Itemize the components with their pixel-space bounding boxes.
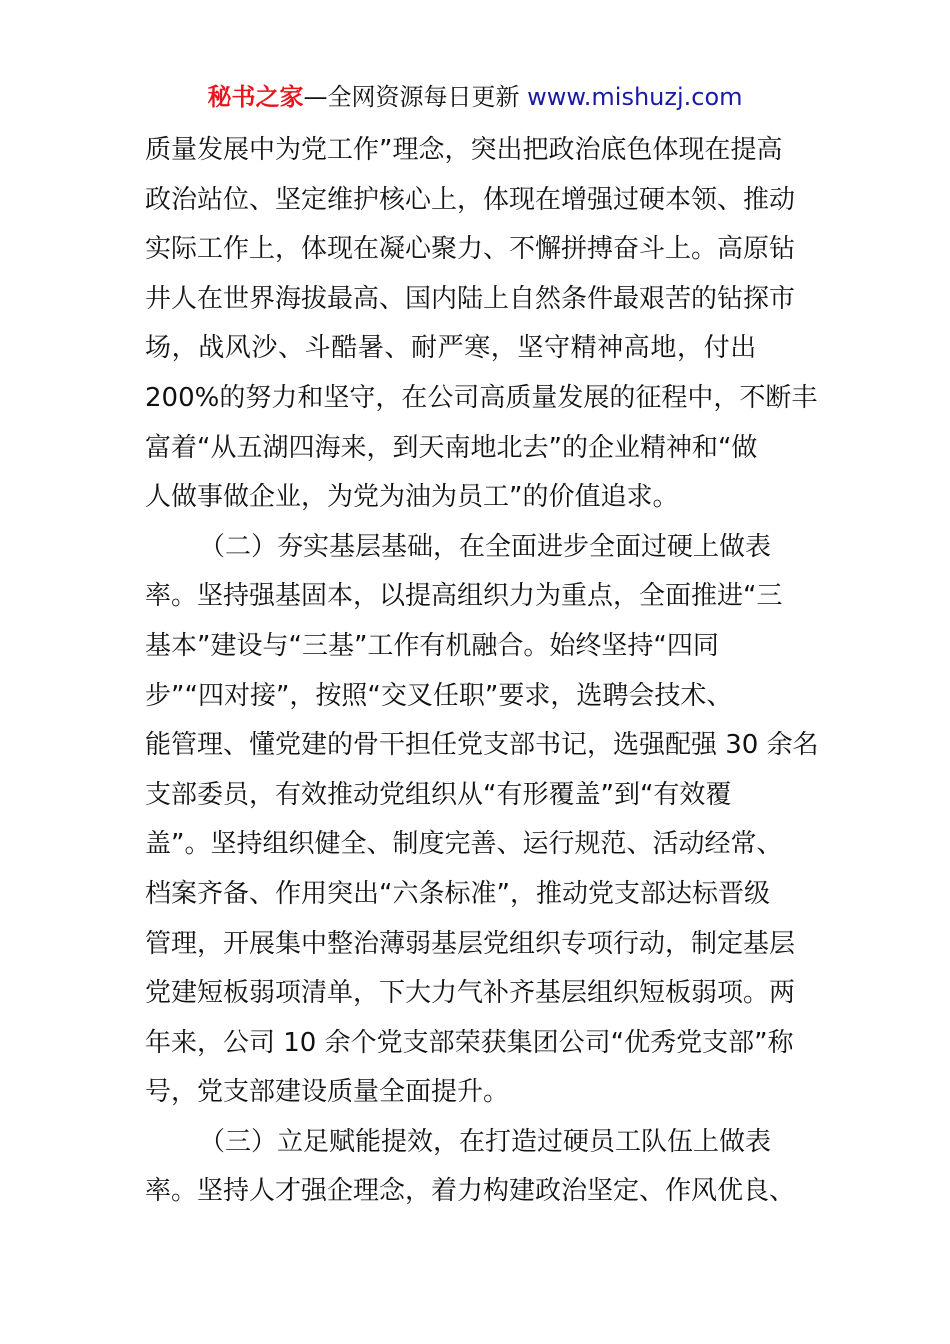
text-line: 人做事做企业，为党为油为员工”的价值追求。	[145, 482, 679, 513]
text-line: 盖”。坚持组织健全、制度完善、运行规范、活动经常、	[145, 829, 783, 860]
text-line: 率。坚持强基固本，以提高组织力为重点，全面推进“三	[145, 581, 783, 612]
text-line: 率。坚持人才强企理念，着力构建政治坚定、作风优良、	[145, 1176, 796, 1207]
text-line: 档案齐备、作用突出“六条标准”，推动党支部达标晋级	[145, 878, 770, 909]
text-line: 基本”建设与“三基”工作有机融合。始终坚持“四同	[145, 630, 719, 661]
document-body	[145, 126, 825, 1217]
text-line: 井人在世界海拔最高、国内陆上自然条件最艰苦的钻探市	[145, 283, 796, 314]
text-line: 富着“从五湖四海来，到天南地北去”的企业精神和“做	[145, 432, 758, 463]
website-link[interactable]: www.mishuzj.com	[527, 83, 743, 111]
text-line: 号，党支部建设质量全面提升。	[145, 1077, 510, 1108]
header-tagline: —全网资源每日更新	[303, 83, 528, 111]
page-header	[0, 80, 950, 114]
text-line: 实际工作上，体现在凝心聚力、不懈拼搏奋斗上。高原钻	[145, 234, 796, 265]
paragraph-heading-2: （二）夯实基层基础，在全面进步全面过硬上做表	[199, 531, 772, 562]
text-line: 质量发展中为党工作”理念，突出把政治底色体现在提高	[145, 135, 783, 165]
text-line: 场，战风沙、斗酷暑、耐严寒，坚守精神高地，付出	[145, 333, 757, 364]
text-line: 能管理、懂党建的骨干担任党支部书记，选强配强 30 余名	[145, 730, 819, 761]
text-line: 步”“四对接”，按照“交叉任职”要求，选聘会技术、	[145, 680, 733, 711]
brand-name[interactable]: 秘书之家	[207, 83, 304, 111]
paragraph-heading-3: （三）立足赋能提效，在打造过硬员工队伍上做表	[199, 1126, 772, 1157]
text-line: 支部委员，有效推动党组织从“有形覆盖”到“有效覆	[145, 779, 732, 810]
text-line: 200%的努力和坚守，在公司高质量发展的征程中，不断丰	[145, 382, 818, 413]
text-line: 党建短板弱项清单，下大力气补齐基层组织短板弱项。两	[145, 978, 796, 1009]
text-line: 管理，开展集中整治薄弱基层党组织专项行动，制定基层	[145, 928, 796, 959]
text-line: 政治站位、坚定维护核心上，体现在增强过硬本领、推动	[145, 184, 796, 215]
text-line: 年来，公司 10 余个党支部荣获集团公司“优秀党支部”称	[145, 1027, 794, 1058]
